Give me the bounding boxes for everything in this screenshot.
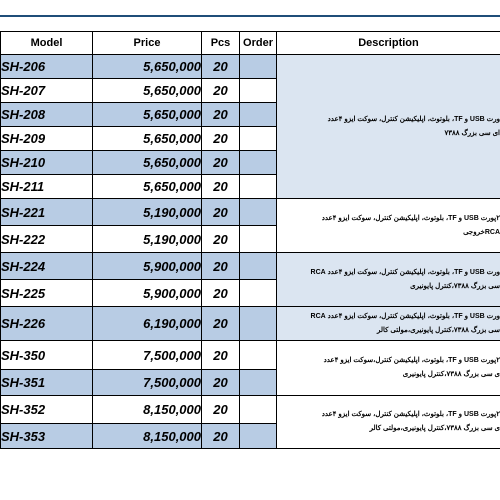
price-cell: 5,650,000 [93, 79, 202, 103]
table-row [1, 307, 500, 341]
model-cell: SH-224 [1, 253, 93, 280]
price-cell: 5,900,000 [93, 280, 202, 307]
pcs-cell: 20 [202, 424, 240, 449]
pcs-cell: 20 [202, 79, 240, 103]
model-cell: SH-221 [1, 199, 93, 226]
pcs-cell: 20 [202, 103, 240, 127]
header-row [1, 32, 500, 55]
model-cell: SH-211 [1, 175, 93, 199]
price-cell: 5,190,000 [93, 226, 202, 253]
table-row [1, 55, 500, 79]
pcs-cell: 20 [202, 307, 240, 341]
price-cell: 8,150,000 [93, 396, 202, 424]
col-header-description: Description [277, 32, 500, 55]
order-cell[interactable] [240, 253, 277, 280]
header-rule [0, 15, 500, 17]
price-cell: 6,190,000 [93, 307, 202, 341]
pcs-cell: 20 [202, 55, 240, 79]
table-row [1, 253, 500, 280]
description-line: ورت USB و TF، بلوتوث، اپلیکیشن کنترل، سوکت ایزو ۴عدد RCA [310, 268, 500, 276]
description-line: سی بزرگ ۷۳۸۸،کنترل پایونیری [410, 282, 500, 290]
model-cell: SH-207 [1, 79, 93, 103]
price-cell: 5,650,000 [93, 151, 202, 175]
pcs-cell: 20 [202, 370, 240, 396]
pcs-cell: 20 [202, 127, 240, 151]
model-cell: SH-209 [1, 127, 93, 151]
pcs-cell: 20 [202, 151, 240, 175]
description-cell [277, 307, 500, 341]
model-cell: SH-222 [1, 226, 93, 253]
pcs-cell: 20 [202, 280, 240, 307]
col-header-model: Model [1, 32, 93, 55]
table-row [1, 341, 500, 370]
top-bar [0, 0, 500, 31]
model-cell: SH-353 [1, 424, 93, 449]
order-cell[interactable] [240, 341, 277, 370]
col-header-price: Price [93, 32, 202, 55]
order-cell[interactable] [240, 370, 277, 396]
model-cell: SH-206 [1, 55, 93, 79]
pcs-cell: 20 [202, 175, 240, 199]
col-header-order: Order [240, 32, 277, 55]
price-cell: 5,650,000 [93, 175, 202, 199]
description-line: ۲پورت USB و TF، بلوتوث، اپلیکیشن کنترل، سوکت ایزو ۴عدد [321, 214, 500, 222]
order-cell[interactable] [240, 280, 277, 307]
price-cell: 8,150,000 [93, 424, 202, 449]
description-line: سی بزرگ ۷۳۸۸،کنترل پایونیری،مولتی کالر [377, 326, 500, 334]
price-cell: 7,500,000 [93, 341, 202, 370]
description-cell [277, 253, 500, 307]
order-cell[interactable] [240, 55, 277, 79]
description-cell [277, 55, 500, 199]
description-line: ی سی بزرگ ۷۳۸۸،کنترل پایونیری [402, 371, 500, 378]
description-line: ۲پورت USB و TF، بلوتوث، اپلیکیشن کنترل،سوکت ایزو ۴عدد [323, 357, 500, 364]
pcs-cell: 20 [202, 396, 240, 424]
order-cell[interactable] [240, 103, 277, 127]
pcs-cell: 20 [202, 226, 240, 253]
table-row [1, 396, 500, 424]
description-cell [277, 396, 500, 449]
description-line: RCAخروجی [463, 228, 500, 236]
model-cell: SH-352 [1, 396, 93, 424]
model-cell: SH-226 [1, 307, 93, 341]
description-line: ورت USB و TF، بلوتوث، اپلیکیشن کنترل، سوکت ایزو ۴عدد RCA [310, 312, 500, 320]
model-cell: SH-210 [1, 151, 93, 175]
price-cell: 5,650,000 [93, 127, 202, 151]
price-cell: 5,190,000 [93, 199, 202, 226]
description-line: ۲پورت USB و TF، بلوتوث، اپلیکیشن کنترل، سوکت ایزو ۴عدد [321, 411, 500, 418]
order-cell[interactable] [240, 175, 277, 199]
order-cell[interactable] [240, 79, 277, 103]
price-cell: 5,650,000 [93, 103, 202, 127]
pcs-cell: 20 [202, 253, 240, 280]
description-cell [277, 199, 500, 253]
price-cell: 5,900,000 [93, 253, 202, 280]
price-table [0, 31, 500, 449]
pcs-cell: 20 [202, 341, 240, 370]
order-cell[interactable] [240, 199, 277, 226]
price-cell: 5,650,000 [93, 55, 202, 79]
description-cell [277, 341, 500, 396]
order-cell[interactable] [240, 396, 277, 424]
order-cell[interactable] [240, 307, 277, 341]
order-cell[interactable] [240, 151, 277, 175]
description-line: ای سی بزرگ ۷۳۸۸ [444, 129, 500, 137]
order-cell[interactable] [240, 226, 277, 253]
col-header-pcs: Pcs [202, 32, 240, 55]
pcs-cell: 20 [202, 199, 240, 226]
model-cell: SH-208 [1, 103, 93, 127]
model-cell: SH-351 [1, 370, 93, 396]
order-cell[interactable] [240, 127, 277, 151]
order-cell[interactable] [240, 424, 277, 449]
price-cell: 7,500,000 [93, 370, 202, 396]
table-row [1, 199, 500, 226]
model-cell: SH-225 [1, 280, 93, 307]
description-line: ی سی بزرگ ۷۳۸۸،کنترل پایونیری،مولتی کالر [369, 425, 500, 432]
model-cell: SH-350 [1, 341, 93, 370]
description-line: ورت USB و TF، بلوتوث، اپلیکیشن کنترل، سوکت ایزو ۴عدد [327, 115, 500, 123]
